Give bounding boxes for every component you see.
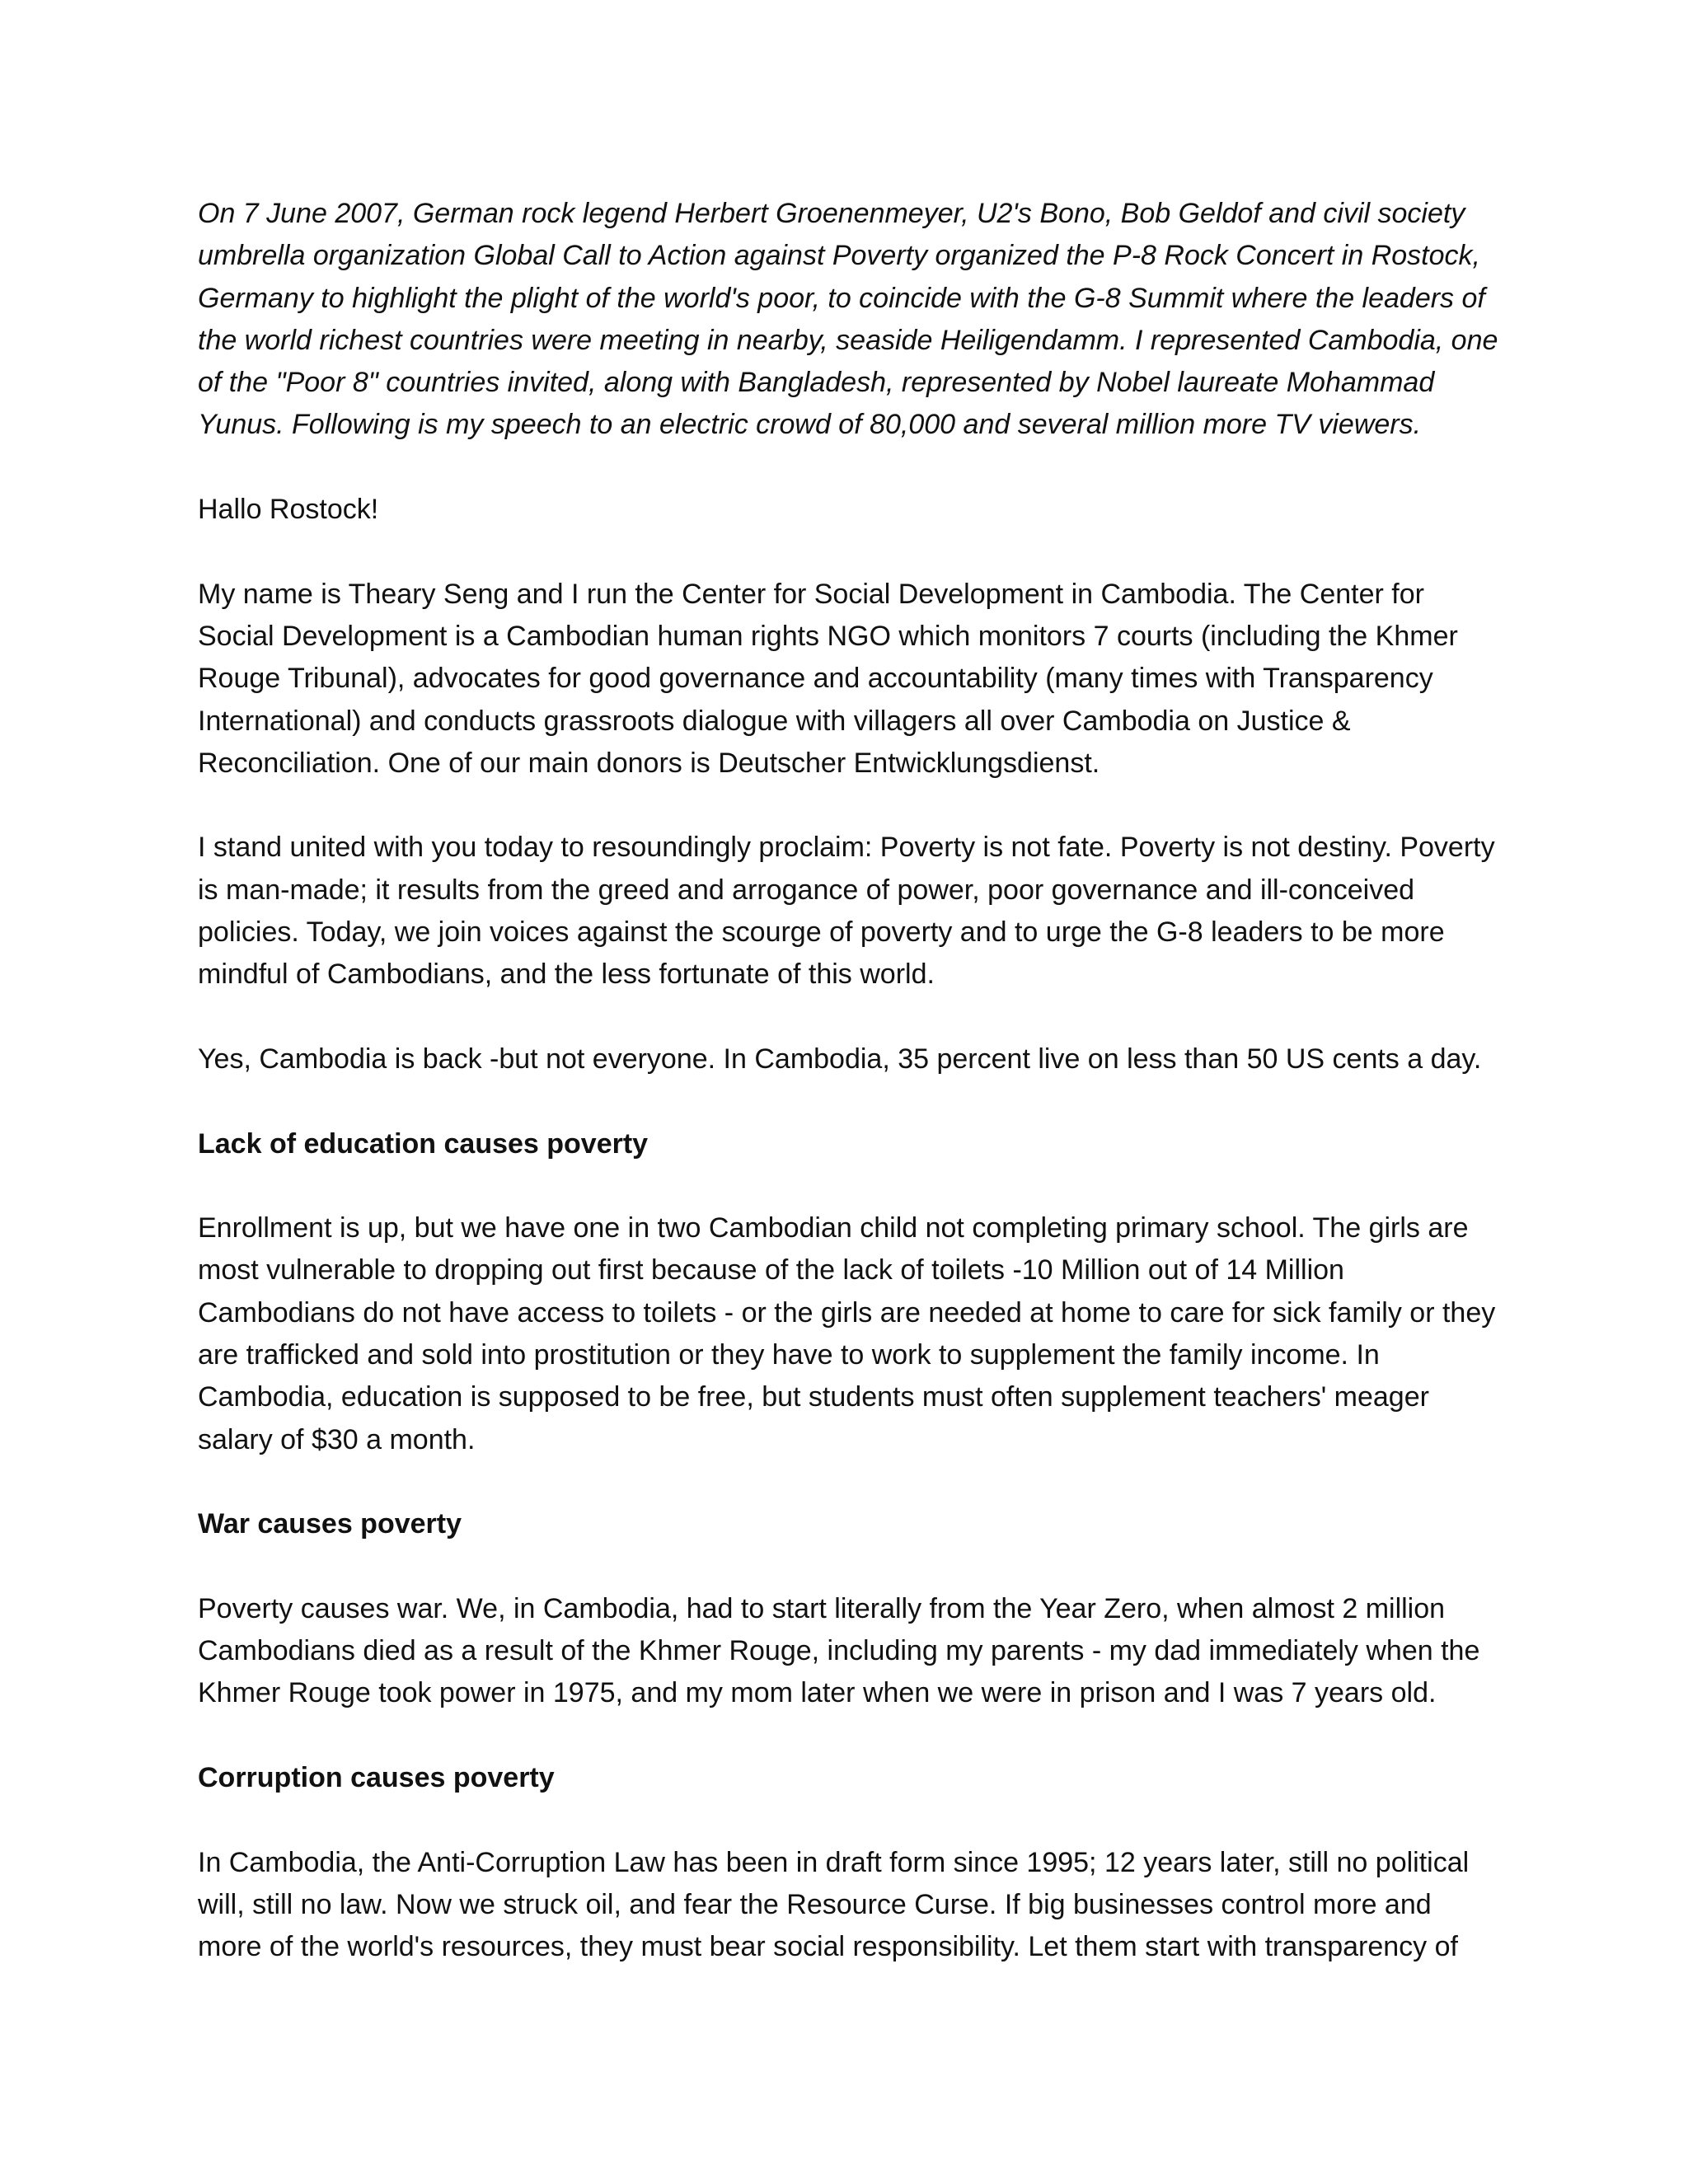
document-body (198, 193, 1500, 2011)
corruption-paragraph: In Cambodia, the Anti-Corruption Law has been in draft form since 1995; 12 years later, still no political will, still no law. Now we struck oil, and fear the Resource Curse. If big businesses control more and more of the world's resources, they must bear social responsibility. Let them start with transparency of (198, 1846, 1470, 1963)
corruption-heading: Corruption causes poverty (198, 1761, 555, 1793)
greeting-paragraph: Hallo Rostock! (198, 494, 379, 526)
education-paragraph: Enrollment is up, but we have one in two Cambodian child not completing primary school. The girls are most vulnerable to dropping out first because of the lack of toilets -10 Million out of 14 Million Cambodians do not have access to toilets - or the girls are needed at home to care for sick family or they are trafficked and sold into prostitution or they have to work to supplement the family income. In Cambodia, education is supposed to be free, but students must often supplement teachers' meager salary of $30 a month. (198, 1212, 1496, 1455)
war-paragraph: Poverty causes war. We, in Cambodia, had to start literally from the Year Zero, when almost 2 million Cambodians died as a result of the Khmer Rouge, including my parents - my dad immediately when the Khmer Rouge took power in 1975, and my mom later when we were in prison and I was 7 years old. (198, 1592, 1480, 1709)
education-heading: Lack of education causes poverty (198, 1127, 649, 1160)
cambodia-back-paragraph: Yes, Cambodia is back -but not everyone. In Cambodia, 35 percent live on less than 50 US cents a day. (198, 1043, 1482, 1075)
war-heading: War causes poverty (198, 1508, 462, 1540)
intro-paragraph: On 7 June 2007, German rock legend Herbert Groenenmeyer, U2's Bono, Bob Geldof and civil society umbrella organization Global Call to Action against Poverty organized the P-8 Rock Concert in Rostock, Germany to highlight the plight of the world's poor, to coincide with the G-8 Summit where the leaders of the world richest countries were meeting in nearby, seaside Heiligendamm. I represented Cambodia, one of the "Poor 8" countries invited, along with Bangladesh, represented by Nobel laureate Mohammad Yunus. Following is my speech to an electric crowd of 80,000 and several million more TV viewers. (198, 198, 1498, 441)
united-paragraph: I stand united with you today to resoundingly proclaim: Poverty is not fate. Poverty is not destiny. Poverty is man-made; it results from the greed and arrogance of power, poor governance and ill-conceived policies. Today, we join voices against the scourge of poverty and to urge the G-8 leaders to be more mindful of Cambodians, and the less fortunate of this world. (198, 832, 1495, 991)
introduction-paragraph: My name is Theary Seng and I run the Center for Social Development in Cambodia. The Center for Social Development is a Cambodian human rights NGO which monitors 7 courts (including the Khmer Rouge Tribunal), advocates for good governance and accountability (many times with Transparency International) and conducts grassroots dialogue with villagers all over Cambodia on Justice & Reconciliation. One of our main donors is Deutscher Entwicklungsdienst. (198, 578, 1458, 779)
